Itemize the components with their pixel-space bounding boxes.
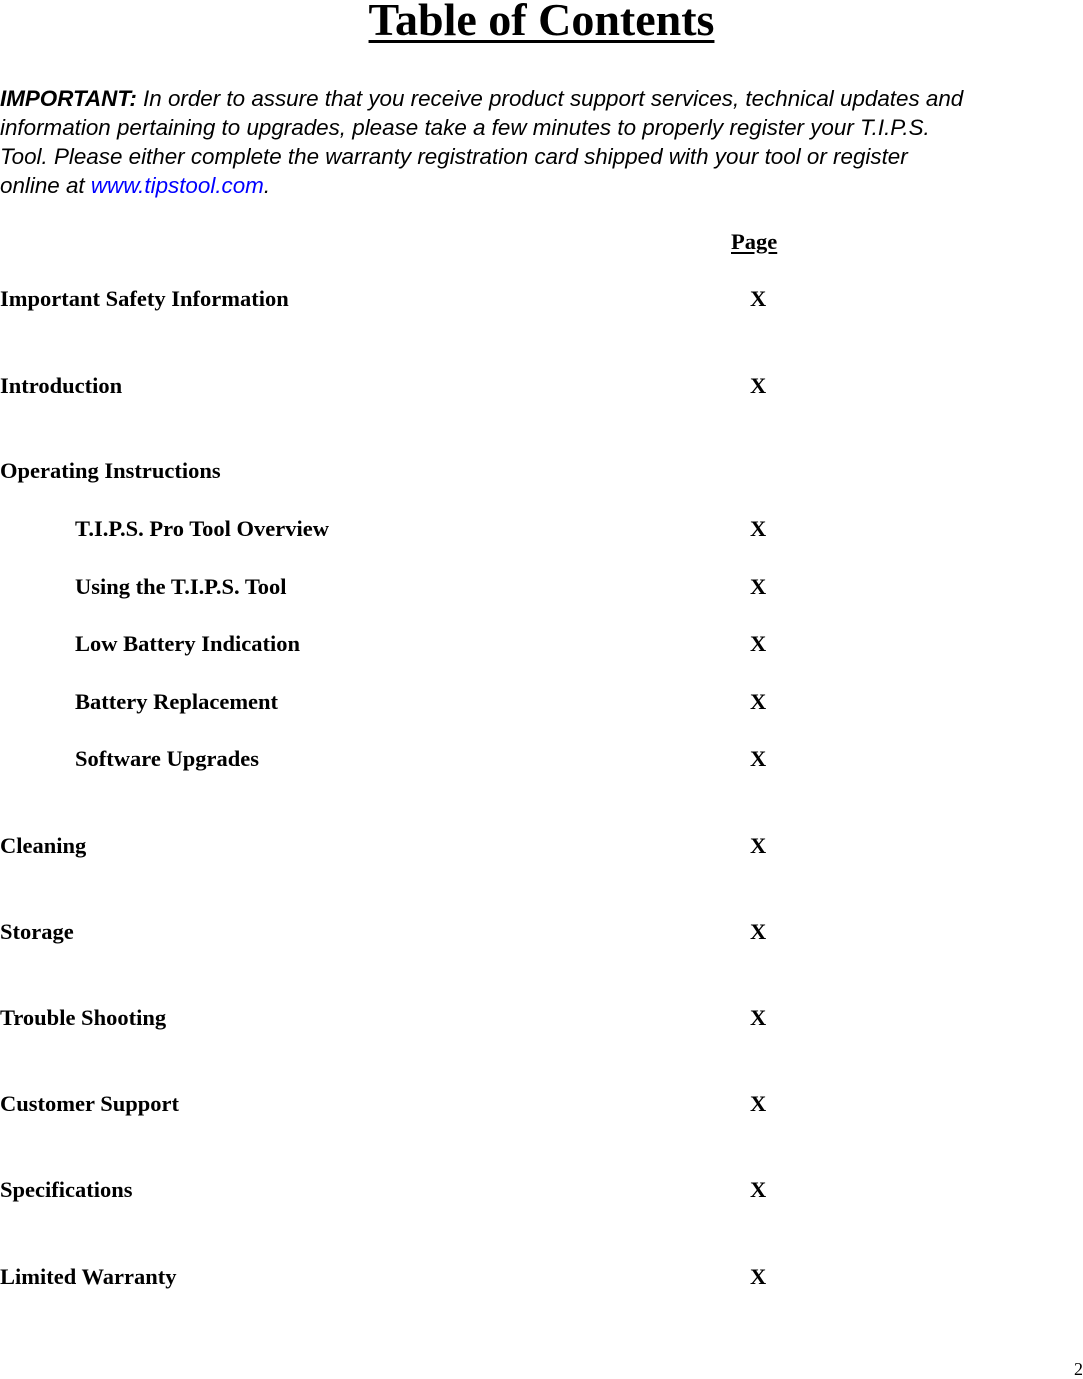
toc-entry-using-the-tips-tool[interactable]	[0, 573, 800, 601]
toc-entry-page: X	[750, 373, 767, 398]
toc-entry-title: Battery Replacement	[75, 689, 279, 714]
registration-notice	[0, 84, 1083, 200]
notice-line-4	[0, 171, 1083, 200]
toc-entry-title: Trouble Shooting	[0, 1005, 167, 1030]
toc-entry-title: Storage	[0, 919, 74, 944]
notice-line-3: Tool. Please either complete the warranty registration card shipped with your tool or register	[0, 144, 908, 169]
toc-entry-title: Software Upgrades	[75, 746, 259, 771]
toc-entry-limited-warranty[interactable]	[0, 1263, 800, 1291]
toc-entry-page: X	[750, 1005, 767, 1030]
toc-entry-title: Operating Instructions	[0, 458, 221, 483]
toc-entry-cleaning[interactable]	[0, 832, 800, 860]
notice-line-1-text: In order to assure that you receive product support services, technical updates and	[136, 86, 964, 111]
toc-entry-page: X	[750, 631, 767, 656]
notice-line-2: information pertaining to upgrades, please take a few minutes to properly register your T.I.P.S.	[0, 115, 930, 140]
toc-entry-page: X	[750, 516, 767, 541]
toc-entry-important-safety-information[interactable]	[0, 285, 800, 313]
toc-entry-title: Specifications	[0, 1177, 133, 1202]
page-column-header: Page	[731, 229, 778, 254]
toc-entry-page: X	[750, 574, 767, 599]
website-link[interactable]: www.tipstool.com	[90, 173, 264, 198]
toc-entry-specifications[interactable]	[0, 1176, 800, 1204]
toc-entry-page: X	[750, 1177, 767, 1202]
toc-entry-title: T.I.P.S. Pro Tool Overview	[75, 516, 329, 541]
toc-entry-introduction[interactable]	[0, 372, 800, 400]
toc-entry-title: Customer Support	[0, 1091, 179, 1116]
notice-lead: IMPORTANT:	[0, 86, 137, 111]
toc-entry-trouble-shooting[interactable]	[0, 1004, 800, 1032]
toc-entry-title: Low Battery Indication	[75, 631, 300, 656]
toc-entry-page: X	[750, 833, 767, 858]
toc-entry-page: X	[750, 919, 767, 944]
toc-entry-page: X	[750, 1264, 767, 1289]
toc-entry-software-upgrades[interactable]	[0, 745, 800, 773]
toc-entry-title: Introduction	[0, 373, 123, 398]
toc-entry-title: Limited Warranty	[0, 1264, 177, 1289]
toc-entry-page: X	[750, 689, 767, 714]
page-number: 2	[1074, 1359, 1083, 1379]
notice-line-1	[0, 84, 1083, 113]
toc-entry-title: Important Safety Information	[0, 286, 289, 311]
toc-entry-low-battery-indication[interactable]	[0, 630, 800, 658]
toc-entry-tips-pro-tool-overview[interactable]	[0, 515, 800, 543]
toc-entry-storage[interactable]	[0, 918, 800, 946]
notice-line-4-pre: online at	[0, 173, 91, 198]
toc-entry-customer-support[interactable]	[0, 1090, 800, 1118]
toc-entry-title: Cleaning	[0, 833, 87, 858]
toc-entry-title: Using the T.I.P.S. Tool	[75, 574, 287, 599]
toc-entry-page: X	[750, 286, 767, 311]
notice-line-4-post: .	[263, 173, 271, 198]
toc-entry-page: X	[750, 746, 767, 771]
page-title: Table of Contents	[368, 0, 715, 45]
toc-entry-battery-replacement[interactable]	[0, 688, 800, 716]
toc-entry-operating-instructions[interactable]	[0, 457, 800, 485]
toc-entry-page: X	[750, 1091, 767, 1116]
